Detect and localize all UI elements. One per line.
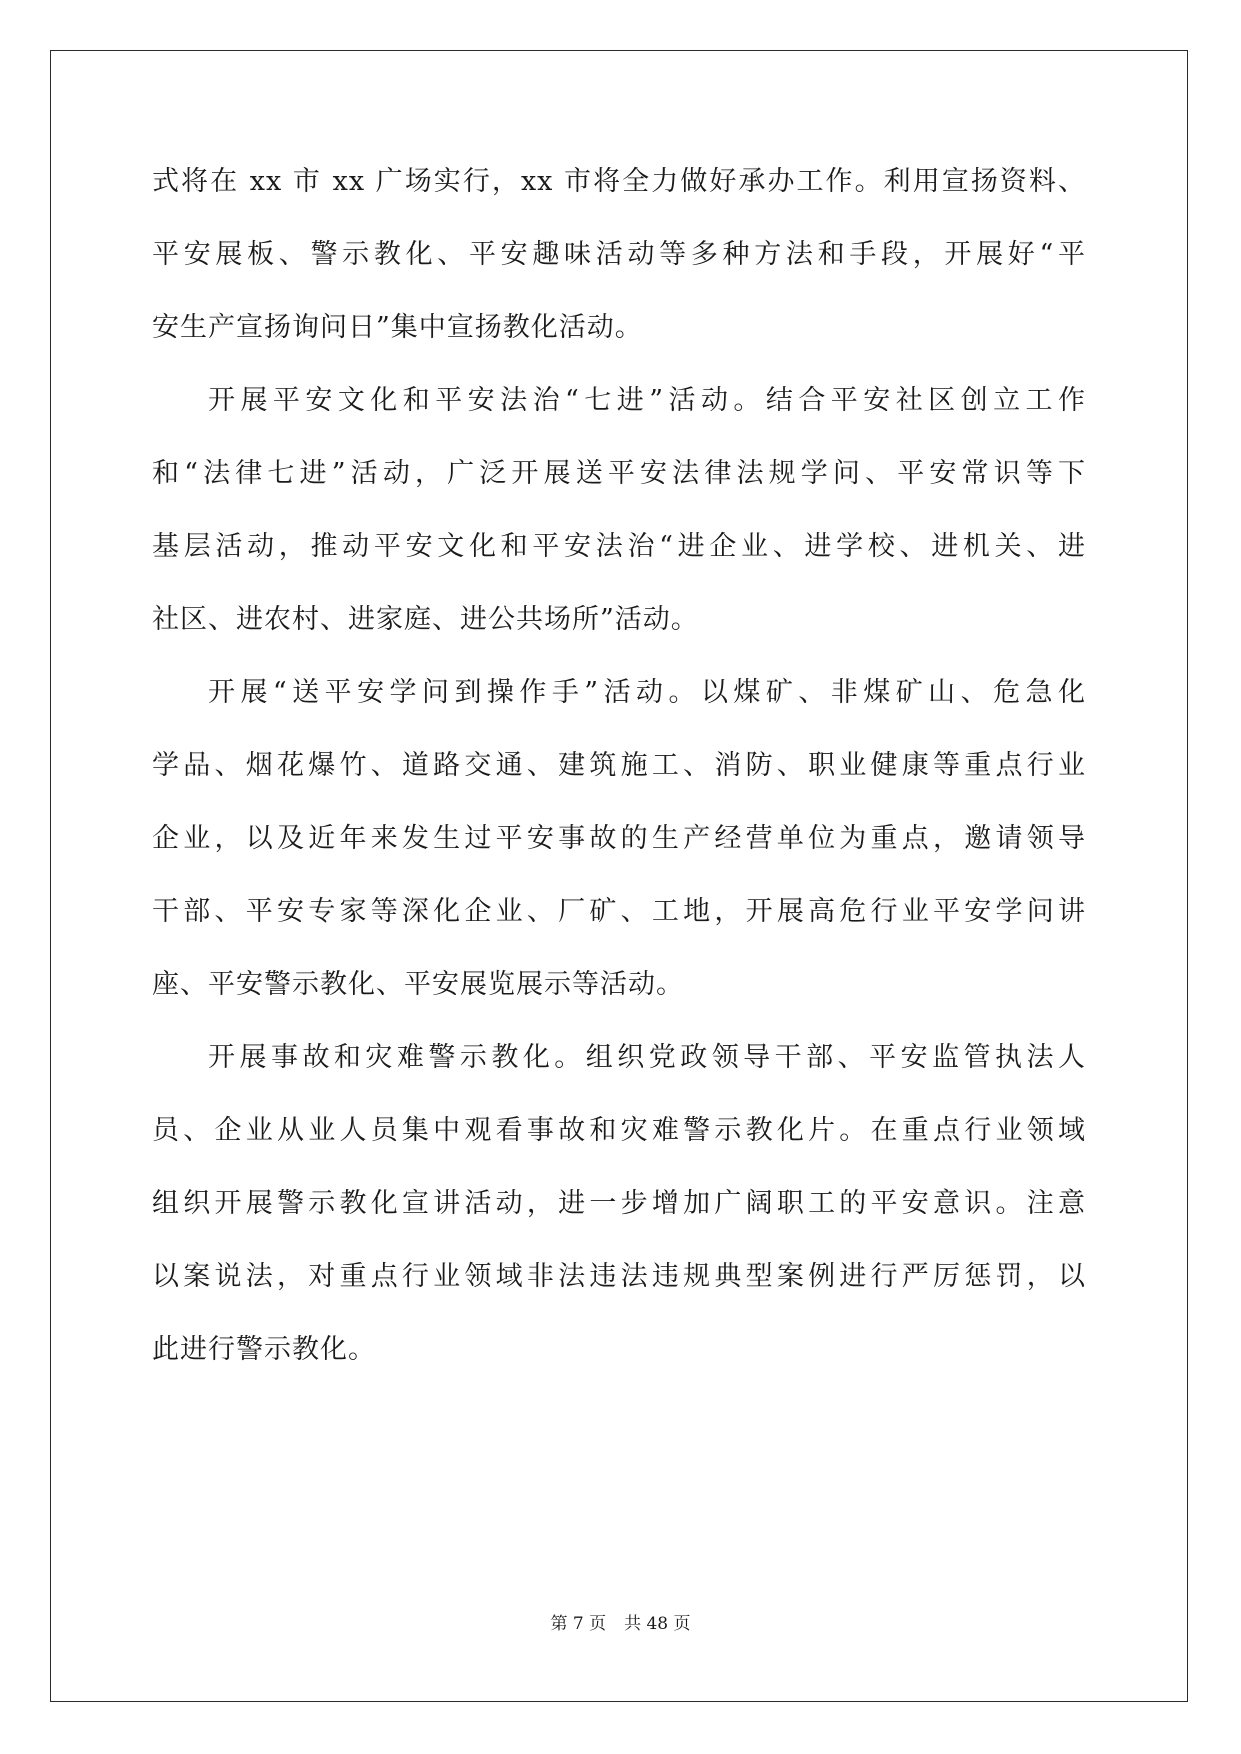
paragraph-3-line-3: 企业，以及近年来发生过平安事故的生产经营单位为重点，邀请领导 [152, 823, 1086, 854]
paragraph-2-line-3: 基层活动，推动平安文化和平安法治“进企业、进学校、进机关、进 [152, 531, 1086, 562]
paragraph-3-line-5: 座、平安警示教化、平安展览展示等活动。 [152, 969, 684, 1000]
paragraph-2-line-2: 和“法律七进”活动，广泛开展送平安法律法规学问、平安常识等下 [152, 458, 1086, 489]
page-number: 第 7 页 [550, 1614, 607, 1634]
page-border [50, 50, 1188, 1702]
paragraph-3-line-4: 干部、平安专家等深化企业、厂矿、工地，开展高危行业平安学问讲 [152, 896, 1086, 927]
paragraph-3-line-1: 开展“送平安学问到操作手”活动。以煤矿、非煤矿山、危急化 [208, 677, 1086, 708]
page-footer [0, 1612, 1241, 1636]
paragraph-1-line-2: 平安展板、警示教化、平安趣味活动等多种方法和手段，开展好“平 [152, 239, 1086, 270]
paragraph-4-line-1: 开展事故和灾难警示教化。组织党政领导干部、平安监管执法人 [208, 1042, 1086, 1073]
paragraph-1-line-1: 式将在 xx 市 xx 广场实行，xx 市将全力做好承办工作。利用宣扬资料、 [152, 166, 1086, 197]
paragraph-2-line-4: 社区、进农村、进家庭、进公共场所”活动。 [152, 604, 699, 635]
paragraph-3-line-2: 学品、烟花爆竹、道路交通、建筑施工、消防、职业健康等重点行业 [152, 750, 1086, 781]
paragraph-4-line-4: 以案说法，对重点行业领域非法违法违规典型案例进行严厉惩罚，以 [152, 1261, 1086, 1292]
paragraph-2-line-1: 开展平安文化和平安法治“七进”活动。结合平安社区创立工作 [208, 385, 1086, 416]
paragraph-4-line-5: 此进行警示教化。 [152, 1334, 376, 1365]
paragraph-4-line-3: 组织开展警示教化宣讲活动，进一步增加广阔职工的平安意识。注意 [152, 1188, 1086, 1219]
paragraph-4-line-2: 员、企业从业人员集中观看事故和灾难警示教化片。在重点行业领域 [152, 1115, 1086, 1146]
page-total: 共 48 页 [624, 1614, 691, 1634]
paragraph-1-line-3: 安生产宣扬询问日”集中宣扬教化活动。 [152, 312, 643, 343]
